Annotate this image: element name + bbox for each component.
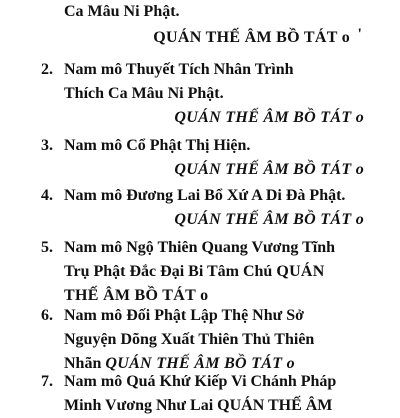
verse-text: Trụ Phật Đắc Đại Bi Tâm Chú <box>64 263 277 280</box>
refrain-text: THẾ ÂM BỒ TÁT o <box>64 287 209 304</box>
verse-line: Ca Mâu Ni Phật. <box>64 3 180 20</box>
item-number: 5. <box>41 239 53 256</box>
verse-line: Nam mô Quá Khứ Kiếp Vi Chánh Pháp <box>64 373 337 390</box>
verse-line: Nguyện Dõng Xuất Thiên Thủ Thiên <box>64 331 315 348</box>
item-number: 6. <box>41 307 53 324</box>
verse-line: Minh Vương Như Lai QUÁN THẾ ÂM <box>64 397 333 414</box>
verse-line: Thích Ca Mâu Ni Phật. <box>64 85 224 102</box>
verse-line: Nam mô Đương Lai Bổ Xứ A Di Đà Phật. <box>64 187 346 204</box>
mark-glyph: ' <box>357 26 362 43</box>
item-number: 4. <box>41 187 53 204</box>
verse-line: Nam mô Cổ Phật Thị Hiện. <box>64 137 251 154</box>
refrain-text: QUÁN THẾ ÂM BỒ TÁT o <box>174 109 364 126</box>
refrain-text: QUÁN THẾ ÂM BỒ TÁT o <box>105 355 295 372</box>
refrain-text: QUÁN THẾ ÂM BỒ TÁT o <box>153 29 350 46</box>
verse-line <box>64 260 325 284</box>
item-number: 7. <box>41 373 53 390</box>
refrain-text: QUÁN THẾ ÂM BỒ TÁT o <box>174 161 364 178</box>
verse-line: Nam mô Đối Phật Lập Thệ Như Sở <box>64 307 304 324</box>
refrain-text: QUÁN <box>276 263 325 280</box>
item-number: 3. <box>41 137 53 154</box>
verse-line: Nam mô Ngộ Thiên Quang Vương Tĩnh <box>64 239 335 256</box>
verse-text: Nhãn <box>64 355 106 372</box>
refrain-text: QUÁN THẾ ÂM BỒ TÁT o <box>174 211 364 228</box>
item-number: 2. <box>41 61 53 78</box>
verse-line: Nam mô Thuyết Tích Nhân Trình <box>64 61 294 78</box>
